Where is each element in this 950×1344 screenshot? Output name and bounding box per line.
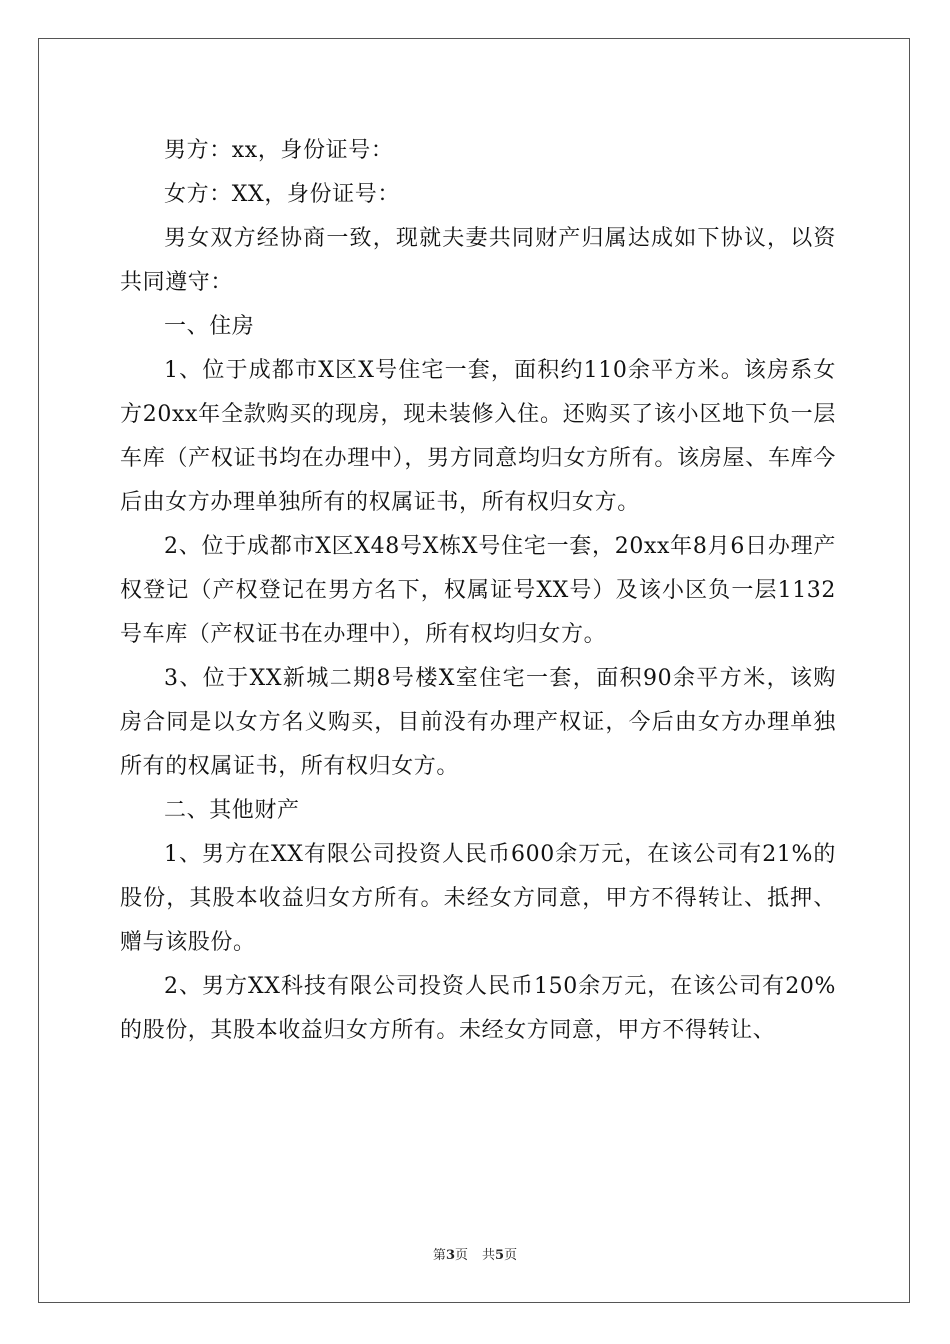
paragraph-housing-item-3: 3、位于XX新城二期8号楼X室住宅一套，面积90余平方米，该购房合同是以女方名义购买，目前没有办理产权证，今后由女方办理单独所有的权属证书，所有权归女方。 (120, 666, 836, 779)
footer-total-suffix: 页 (504, 1248, 518, 1263)
footer-page-total: 5 (495, 1248, 505, 1263)
paragraph-housing-item-2: 2、位于成都市X区X48号X栋X号住宅一套，20xx年8月6日办理产权登记（产权登记在男方名下，权属证号XX号）及该小区负一层1132号车库（产权证书在办理中），所有权均归女方。 (120, 534, 836, 647)
section-heading-housing: 一、住房 (164, 314, 255, 339)
paragraph-female-party: 女方：XX，身份证号： (164, 182, 400, 207)
paragraph-property-item-2: 2、男方XX科技有限公司投资人民币150余万元，在该公司有20%的股份，其股本收益归女方所有。未经女方同意，甲方不得转让、 (120, 974, 836, 1043)
paragraph-preamble: 男女双方经协商一致，现就夫妻共同财产归属达成如下协议，以资共同遵守： (120, 226, 836, 295)
footer-page-current: 3 (445, 1248, 455, 1263)
footer-page-prefix: 第 (432, 1248, 446, 1263)
section-heading-other-property: 二、其他财产 (164, 798, 300, 823)
footer-page-suffix: 页 (454, 1248, 468, 1263)
paragraph-property-item-1: 1、男方在XX有限公司投资人民币600余万元，在该公司有21%的股份，其股本收益归女方所有。未经女方同意，甲方不得转让、抵押、赠与该股份。 (120, 842, 836, 955)
footer-total-prefix: 共 (482, 1248, 496, 1263)
document-body (120, 129, 836, 1053)
paragraph-male-party: 男方：xx，身份证号： (164, 138, 394, 163)
paragraph-housing-item-1: 1、位于成都市X区X号住宅一套，面积约110余平方米。该房系女方20xx年全款购买的现房，现未装修入住。还购买了该小区地下负一层车库（产权证书均在办理中），男方同意均归女方所有。该房屋、车库今后由女方办理单独所有的权属证书，所有权归女方。 (120, 358, 836, 515)
page-footer (0, 1244, 950, 1263)
